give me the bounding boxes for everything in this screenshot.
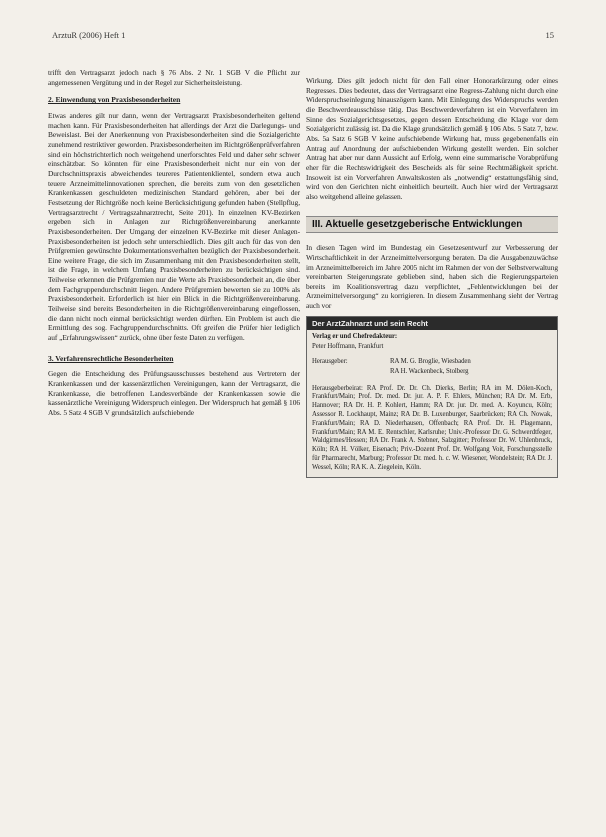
editors-block xyxy=(312,358,552,378)
running-header xyxy=(52,30,554,40)
page-number: 15 xyxy=(545,30,554,40)
publisher-label: Verlag er und Chefredakteur: xyxy=(312,333,398,341)
intro-paragraph: trifft den Vertragsarzt jedoch nach § 76 Abs. 2 Nr. 1 SGB V die Pflicht zur angemessenen Vergütung und in der Regel zur Sicherheitsleistung. xyxy=(48,68,300,87)
editor-1: RA M. G. Broglie, Wiesbaden xyxy=(390,358,471,366)
subheading-verfahrensrecht: 3. Verfahrensrechtliche Besonderheiten xyxy=(48,353,174,363)
editor-2: RA H. Wackenbeck, Stolberg xyxy=(390,367,469,375)
imprint-title: Der ArztZahnarzt und sein Recht xyxy=(307,317,557,331)
subheading-praxisbesonderheiten: 2. Einwendung von Praxisbesonderheiten xyxy=(48,95,181,105)
imprint-body xyxy=(307,330,557,476)
advisory-board: Herausgeberbeirat: RA Prof. Dr. Dr. Ch. Dierks, Berlin; RA im M. Dölen-Koch, Frankfurt/Main; Prof. Dr. med. Dr. jur. A. P. F. Ehlers, München; RA Dr. M. Erb, Hannover; RA Dr. H. P. Kohlert, Hamm; RA Dr. jur. Dr. med. A. Koyuncu, Köln; Assessor R. Lockhaupt, Mainz; RA Dr. B. Luxenburger, Saarbrücken; RA Ch. Nowak, Frankfurt/Main; RA D. Niederhausen, Offenbach; RA Prof. Dr. H. Plagemann, Frankfurt/Main; RA M. E. Rentschler, Karlsruhe; Univ.-Professor Dr. G. Schwerdtfeger, Waldgirmes/Hessen; RA Dr. Frank A. Stebner, Salzgitter; Professor Dr. W. Uhlenbruck, Köln; RA H. Völker, Eisenach; Priv.-Dozent Prof. Dr. Wolfgang Voit, Forschungsstelle für Pharmarecht, Marburg; Professor Dr. med. h. c. W. Wiesener, Wondelstein; RA Dr. J. Wessel, Köln; RA K. A. Ziegelein, Köln. xyxy=(312,384,552,471)
publisher-name: Peter Hoffmann, Frankfurt xyxy=(312,343,384,351)
section-heading: III. Aktuelle gesetzgeberische Entwicklungen xyxy=(306,216,558,234)
imprint-box xyxy=(306,316,558,478)
paragraph-praxisbesonderheiten: Etwas anderes gilt nur dann, wenn der Vertragsarzt Praxisbesonderheiten geltend machen kann. Für Praxisbesonderheiten hat allerdings der Arzt die Darlegungs- und Beweislast. Bei der Anerkennung von Praxisbesonderheiten sind die Sozialgerichte zunehmend restriktiver geworden. Praxisbesonderheiten im Richtgrößenprüfverfahren sind ein höchstrichterlich noch weitgehend unerforschtes Feld und daher sehr schwer einschätzbar. So könnten für eine Praxisbesonderheit nicht nur ein von der Durchschnittspraxis abweichendes teureres Patientenklientel, sondern etwa auch teuere Arzneimittelinnovationen sprechen, die bereits zum von den gesetzlichen Krankenkassen geschuldeten medizinischen Standard gehören, aber bei der Festsetzung der Richtgröße noch keine Berücksichtigung gefunden haben (Stellpflug, Vertragsarztrecht / Vertragszahnarztrecht, Seite 201). In einzelnen KV-Bezirken ergeben sich in Anlagen zur Richtgrößenvereinbarung anerkannte Praxisbesonderheiten. Der Umgang der einzelnen KV-Bezirke mit dieser Anlagen-Praxisbesonderheiten ist jedoch sehr unterschiedlich. Dies gilt auch für das von den Prüfgremien gewünschte Dokumentationsverhalten bezüglich der Praxisbesonderheit. Eine weitere Frage, die sich im Zusammenhang mit den Praxisbesonderheiten stellt, ist die Frage, in welchem Umfang Praxisbesonderheiten zu berücksichtigen sind. Teilweise erkennen die Prüfgremien nur die Werte als Praxisbesonderheit an, die über dem Fachgruppendurchschnitt liegen. Andere Prüfgremien bewerten sie zu 100% als Praxisbesonderheit. Erforderlich ist hier ein Blick in die Richtgrößenvereinbarung. Teilweise sind bereits Besonderheiten in die Richtgrößenvereinbarung eingeflossen, die dann nicht noch einmal berücksichtigt werden dürften. Ein Problem ist auch die Ermittlung des sog. Fachgruppendurchschnitts. Oft greifen die Prüfer hier lediglich auf „Erfahrungswissen“ zurück, ohne über feste Daten zu verfügen. xyxy=(48,110,300,343)
journal-title: ArztuR (2006) Heft 1 xyxy=(52,30,126,40)
editors-label: Herausgeber: xyxy=(312,358,348,366)
editors-list xyxy=(390,358,471,378)
right-column xyxy=(306,76,558,478)
paragraph-verfahrensrecht: Gegen die Entscheidung des Prüfungsausschusses bestehend aus Vertretern der Krankenkassen und der kassenärztlichen Vereinigungen, kann der Vertragsarzt, die Krankenkasse, die betroffenen Landesverbände der Krankenkassen sowie die kassenärztliche Vereinigung Widerspruch einlegen. Der Widerspruch hat gemäß § 106 Abs. 5 Satz 4 SGB V grundsätzlich aufschiebende xyxy=(48,369,300,417)
left-column xyxy=(48,68,300,418)
paragraph-gesetzgebung: In diesen Tagen wird im Bundestag ein Gesetzesentwurf zur Verbesserung der Wirtschaftlichkeit in der Arzneimittelversorgung beraten. Da die Ausgabenzuwächse im Arzneimittelbereich im Jahre 2005 nicht im Rahmen der von der Selbstverwaltung vereinbarten Steigerungsrate geblieben sind, haben sich die Regierungsparteien bereits im Koalitionsvertrag dazu verpflichtet, „Fehlentwicklungen bei der Arzneimittelversorgung“ zu korrigieren. In diesem Zusammenhang sieht der Vertrag auch vor xyxy=(306,243,558,311)
paragraph-widerspruch: Wirkung. Dies gilt jedoch nicht für den Fall einer Honorarkürzung oder eines Regresses. Dies bedeutet, dass der Vertragsarzt eine Regress-Zahlung nicht durch eine Widerspruchseinlegung hinauszögern kann. Mit Einlegung des Widerspruchs werden die Beschwerdeausschüsse tätig. Das Beschwerdeverfahren ist ein Vorverfahren im Sinne des Sozialgerichtsgesetzes, gegen dessen Entscheidung die Klage vor dem Sozialgericht zulässig ist. Da die Klage grundsätzlich gemäß § 106 Abs. 5 Satz 7, bzw. Abs. 5a Satz 6 SGB V keine aufschiebende Wirkung hat, muss gegebenenfalls ein Antrag auf Anordnung der aufschiebenden Wirkung gestellt werden. Ein solcher Antrag hat aber nur dann Aussicht auf Erfolg, wenn eine summarische Vorabprüfung eher für die Rechtswidrigkeit des Bescheids als für seine Rechtmäßigkeit spricht. Insoweit ist ein Vorverfahren Anwaltskosten als „notwendig“ erstattungsfähig sind, wird von den Gerichten nicht einheitlich beurteilt. Auch hier wird der Vertragsarzt also weitgehend alleine gelassen. xyxy=(306,76,558,201)
